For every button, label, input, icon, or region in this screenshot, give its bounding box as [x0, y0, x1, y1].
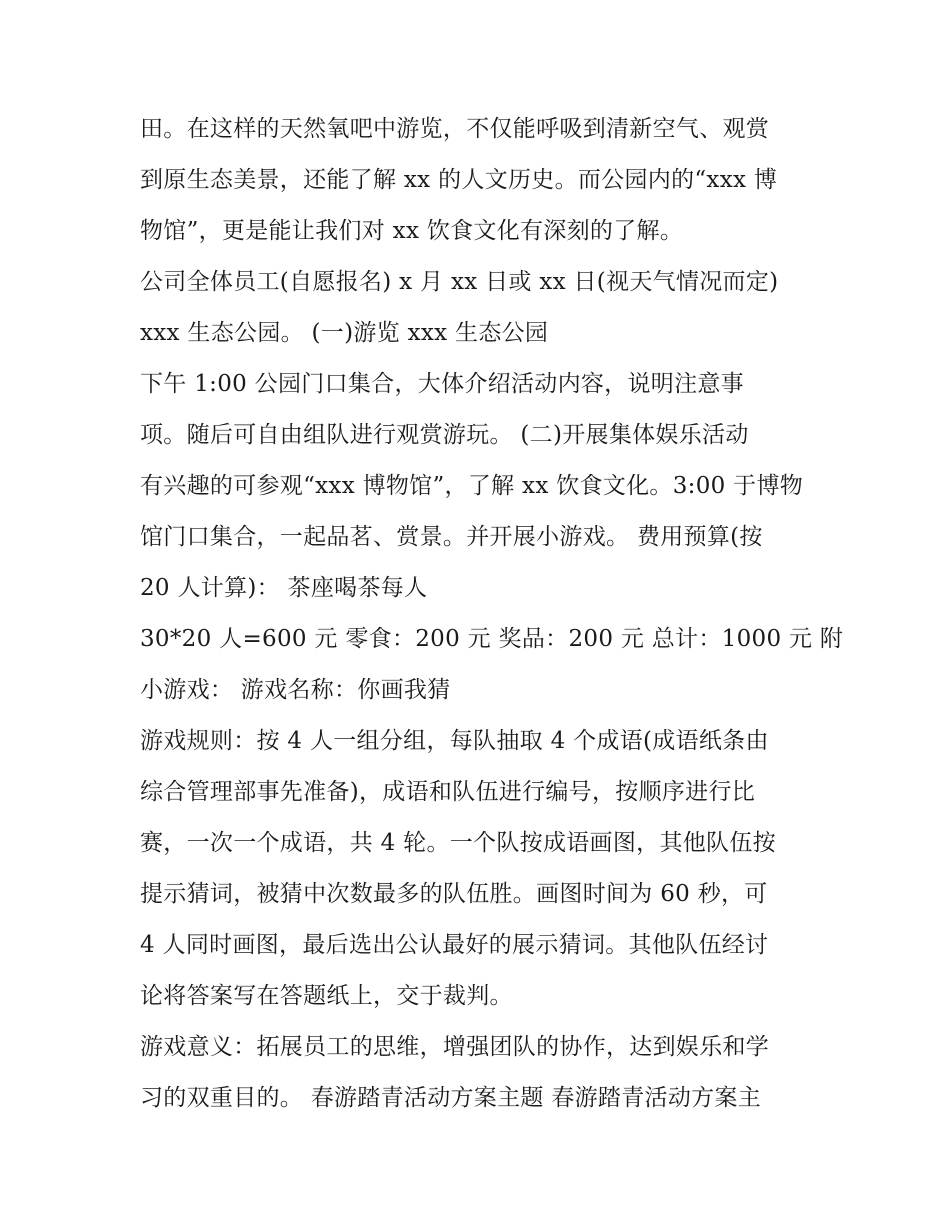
text-line: 赛，一次一个成语，共 4 轮。一个队按成语画图，其他队伍按 — [140, 830, 776, 856]
text-line: 到原生态美景，还能了解 xx 的人文历史。而公园内的“xxx 博 — [140, 167, 778, 193]
text-line: 游戏意义：拓展员工的思维，增强团队的协作，达到娱乐和学 — [140, 1034, 770, 1060]
text-line: 下午 1:00 公园门口集合，大体介绍活动内容，说明注意事 — [140, 371, 744, 397]
text-line: xxx 生态公园。 (一)游览 xxx 生态公园 — [140, 320, 549, 346]
text-line: 田。在这样的天然氧吧中游览，不仅能呼吸到清新空气、观赏 — [140, 116, 770, 142]
text-line: 习的双重目的。 春游踏青活动方案主题 春游踏青活动方案主 — [140, 1085, 762, 1111]
text-line: 公司全体员工(自愿报名) x 月 xx 日或 xx 日(视天气情况而定) — [140, 269, 779, 295]
body-text — [140, 104, 844, 1124]
text-line: 项。随后可自由组队进行观赏游玩。 (二)开展集体娱乐活动 — [140, 422, 749, 448]
text-line: 综合管理部事先准备)，成语和队伍进行编号，按顺序进行比 — [140, 779, 756, 805]
text-line: 物馆”，更是能让我们对 xx 饮食文化有深刻的了解。 — [140, 218, 684, 244]
text-line: 有兴趣的可参观“xxx 博物馆”，了解 xx 饮食文化。3:00 于博物 — [140, 473, 804, 499]
text-line: 游戏规则：按 4 人一组分组，每队抽取 4 个成语(成语纸条由 — [140, 728, 769, 754]
text-line: 小游戏： 游戏名称：你画我猜 — [140, 677, 451, 703]
text-line: 馆门口集合，一起品茗、赏景。并开展小游戏。 费用预算(按 — [140, 524, 763, 550]
text-line: 4 人同时画图，最后选出公认最好的展示猜词。其他队伍经讨 — [140, 932, 769, 958]
text-line: 论将答案写在答题纸上，交于裁判。 — [140, 983, 513, 1009]
text-line: 提示猜词，被猜中次数最多的队伍胜。画图时间为 60 秒，可 — [140, 881, 768, 907]
text-line: 30*20 人=600 元 零食：200 元 奖品：200 元 总计：1000 元 附 — [140, 626, 844, 652]
text-line: 20 人计算)： 茶座喝茶每人 — [140, 575, 428, 601]
